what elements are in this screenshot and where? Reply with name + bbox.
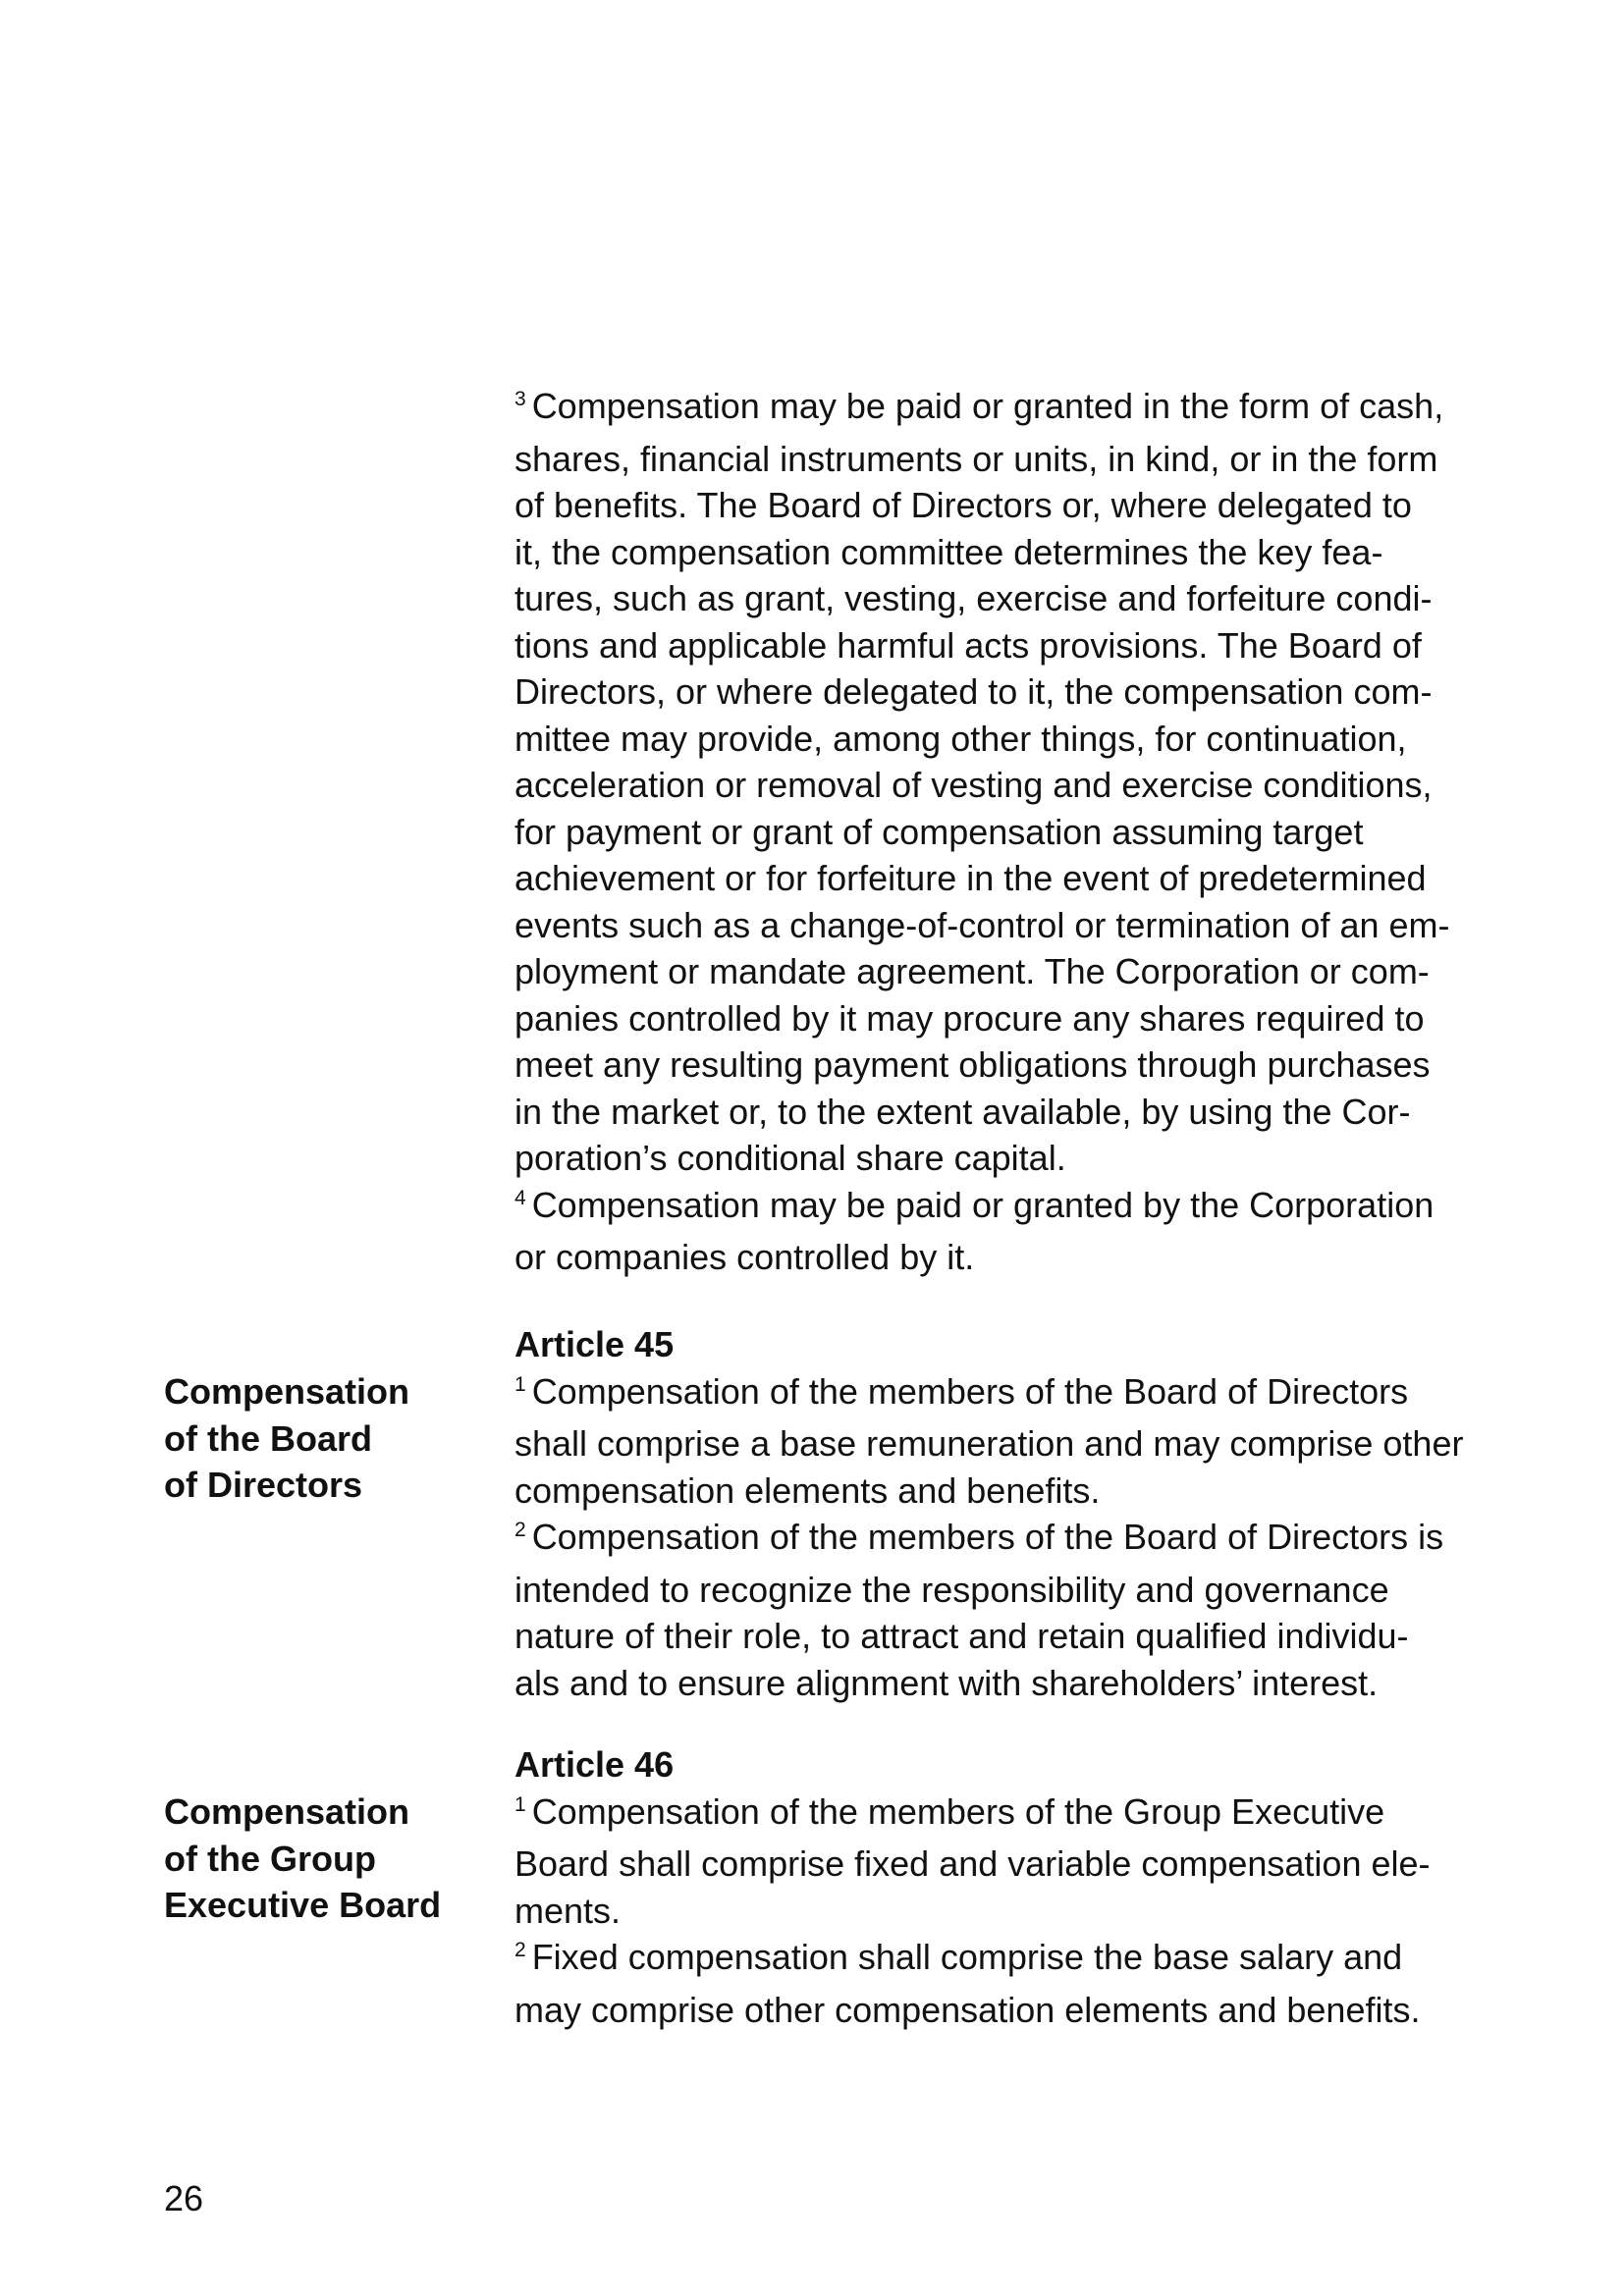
paragraph-line: in the market or, to the extent available, by using the Cor- [514,1091,1411,1132]
side-heading-line: of the Board [164,1417,372,1459]
paragraph-line: tures, such as grant, vesting, exercise and forfeiture condi- [514,578,1433,618]
side-heading-line: Compensation [164,1371,410,1412]
paragraph-line: als and to ensure alignment with shareholders’ interest. [514,1662,1379,1703]
paragraph-2 [514,1514,1477,1706]
paragraph-line: it, the compensation committee determines the key fea- [514,531,1383,572]
paragraph-1 [514,1789,1477,1935]
paragraph-line: nature of their role, to attract and retain qualified individu- [514,1616,1409,1656]
paragraph-1 [514,1368,1477,1515]
article-heading: Article 45 [514,1324,675,1364]
paragraph-line: of benefits. The Board of Directors or, where delegated to [514,485,1412,525]
paragraph-3 [514,383,1477,1182]
paragraph-number: 4 [514,1186,526,1209]
article-46 [514,1741,1477,2033]
paragraph-line-text: Compensation of the members of the Group Executive [531,1790,1385,1832]
paragraph-line: may comprise other compensation elements and benefits. [514,1989,1421,2030]
paragraph-line: meet any resulting payment obligations through purchases [514,1044,1431,1085]
paragraph-line: shall comprise a base remuneration and may comprise other [514,1423,1464,1464]
paragraph-4 [514,1182,1477,1281]
side-heading-line: of Directors [164,1465,363,1505]
paragraph-line [514,1934,1477,1987]
paragraph-line: ployment or mandate agreement. The Corporation or com- [514,951,1430,991]
paragraph-number: 3 [514,388,526,410]
paragraph-line [514,1789,1477,1842]
paragraph-line: or companies controlled by it. [514,1237,975,1277]
paragraph-line [514,383,1477,436]
paragraph-line: mittee may provide, among other things, for continuation, [514,718,1407,759]
paragraph-line: acceleration or removal of vesting and exercise conditions, [514,765,1433,805]
paragraph-line [514,1514,1477,1567]
paragraph-2 [514,1934,1477,2033]
paragraph-line: for payment or grant of compensation assuming target [514,811,1364,852]
paragraph-line-text: Compensation of the members of the Board of Directors is [531,1517,1444,1557]
paragraph-number: 2 [514,1939,526,1961]
paragraph-line: Board shall comprise fixed and variable compensation ele- [514,1843,1431,1884]
paragraph-line: intended to recognize the responsibility and governance [514,1569,1389,1610]
paragraph-line: panies controlled by it may procure any shares required to [514,997,1425,1039]
intro-text-block [514,383,1477,1281]
paragraph-line: shares, financial instruments or units, in kind, or in the form [514,438,1438,479]
paragraph-line: compensation elements and benefits. [514,1469,1101,1511]
paragraph-line-text: Compensation may be paid or granted by the Corporation [531,1184,1435,1225]
paragraph-line: poration’s conditional share capital. [514,1138,1066,1178]
side-heading-line: of the Group [164,1838,376,1879]
side-heading-line: Executive Board [164,1885,442,1925]
paragraph-number: 1 [514,1372,526,1396]
paragraph-line: ments. [514,1890,622,1931]
paragraph-line: events such as a change-of-control or termination of an em- [514,904,1450,945]
paragraph-line: tions and applicable harmful acts provisions. The Board of [514,624,1422,666]
article-45-side-heading [164,1368,488,1509]
paragraph-line [514,1182,1477,1235]
paragraph-number: 2 [514,1519,526,1541]
paragraph-line: Directors, or where delegated to it, the compensation com- [514,671,1433,712]
paragraph-line [514,1368,1477,1421]
paragraph-line-text: Compensation may be paid or granted in the form of cash, [531,386,1444,426]
paragraph-number: 1 [514,1792,526,1816]
paragraph-line: achievement or for forfeiture in the event of predetermined [514,858,1427,898]
article-45 [514,1321,1477,1706]
article-46-side-heading [164,1789,488,1929]
paragraph-line-text: Compensation of the members of the Board of Directors [531,1370,1409,1412]
page-number: 26 [164,2178,204,2218]
paragraph-line-text: Fixed compensation shall comprise the base salary and [531,1937,1403,1977]
side-heading-line: Compensation [164,1791,410,1832]
article-heading: Article 46 [514,1744,675,1785]
